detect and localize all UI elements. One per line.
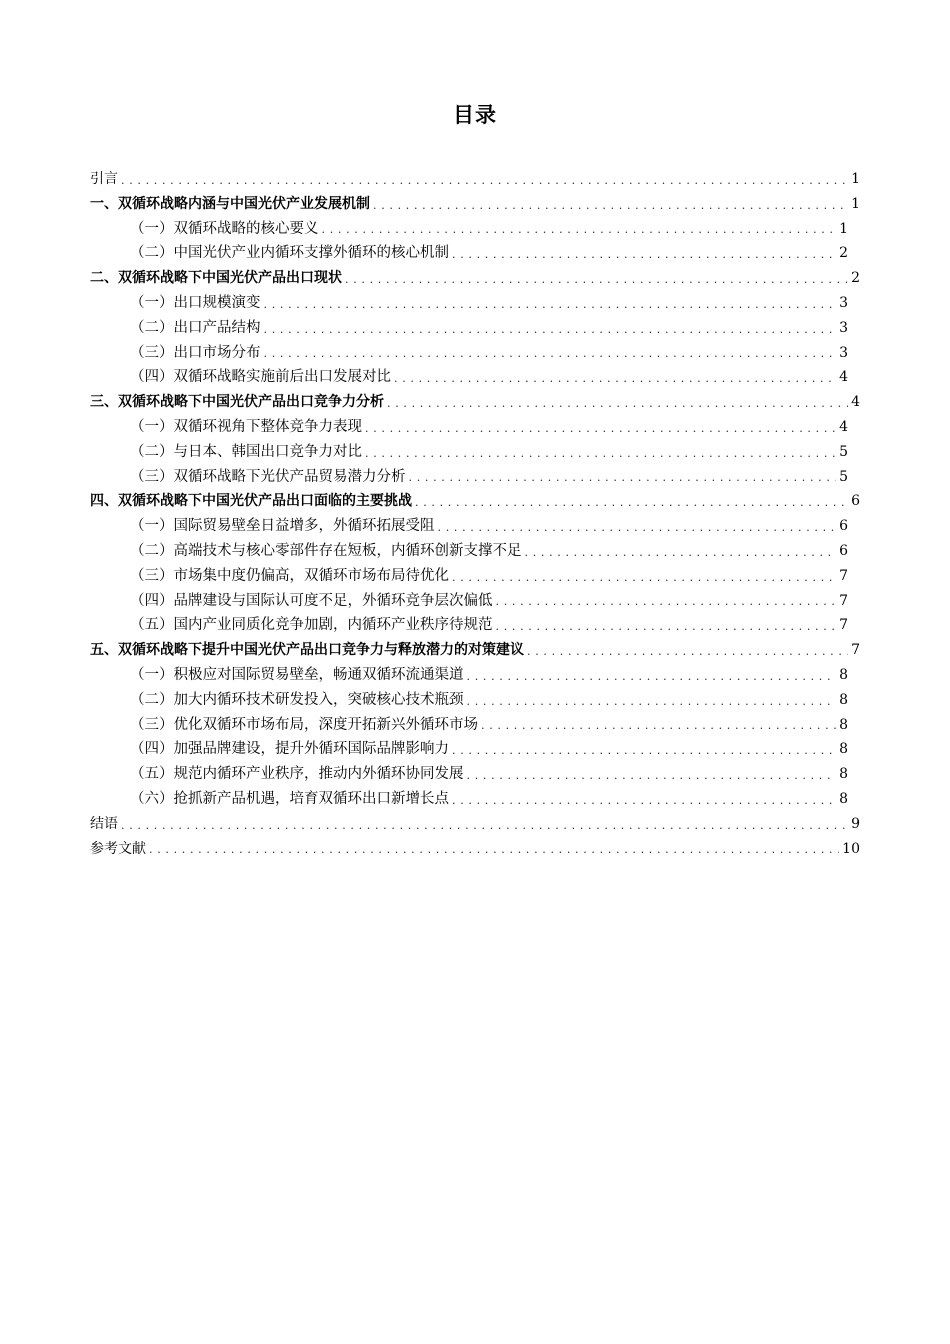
toc-dot-leader (467, 762, 837, 787)
toc-entry-label: （五）国内产业同质化竞争加剧，内循环产业秩序待规范 (130, 617, 493, 634)
toc-entry-label: （三）市场集中度仍偏高，双循环市场布局待优化 (130, 567, 449, 584)
toc-entry-page-number: 8 (839, 666, 848, 683)
toc-dot-leader (345, 266, 848, 291)
toc-dot-leader (322, 217, 837, 242)
toc-entry-page-number: 4 (851, 394, 860, 411)
toc-dot-leader (452, 564, 836, 589)
toc-entry[interactable] (90, 713, 860, 738)
toc-dot-leader (365, 440, 836, 465)
toc-entry-page-number: 1 (851, 171, 860, 187)
toc-entry-page-number: 5 (839, 443, 848, 460)
toc-entry[interactable] (90, 812, 860, 837)
toc-entry-label: （一）双循环视角下整体竞争力表现 (130, 418, 362, 435)
toc-entry[interactable] (90, 241, 860, 266)
toc-entry[interactable] (90, 762, 860, 787)
toc-entry[interactable] (90, 440, 860, 465)
toc-entry-label: 参考文献 (90, 840, 146, 857)
toc-entry[interactable] (90, 638, 860, 663)
toc-entry-page-number: 6 (839, 542, 848, 559)
toc-entry[interactable] (90, 737, 860, 762)
toc-entry-page-number: 4 (839, 369, 848, 386)
toc-entry[interactable] (90, 489, 860, 514)
toc-entry[interactable] (90, 167, 860, 192)
toc-entry-label: （二）高端技术与核心零部件存在短板，内循环创新支撑不足 (130, 542, 522, 559)
toc-dot-leader (527, 638, 848, 663)
toc-entry[interactable] (90, 564, 860, 589)
toc-entry-label: （四）双循环战略实施前后出口发展对比 (130, 369, 391, 386)
toc-entry-label: （一）出口规模演变 (130, 294, 261, 311)
toc-entry[interactable] (90, 316, 860, 341)
toc-entry[interactable] (90, 613, 860, 638)
toc-entry-page-number: 7 (851, 642, 860, 659)
toc-entry-label: （三）优化双循环市场布局，深度开拓新兴外循环市场 (130, 716, 478, 733)
page-title: 目录 (453, 103, 497, 127)
toc-dot-leader (387, 390, 848, 415)
table-of-contents (90, 167, 860, 861)
toc-entry-label: （五）规范内循环产业秩序，推动内外循环协同发展 (130, 766, 464, 783)
toc-dot-leader (467, 688, 837, 713)
toc-entry-page-number: 6 (851, 493, 860, 510)
toc-entry[interactable] (90, 514, 860, 539)
toc-entry[interactable] (90, 365, 860, 390)
toc-entry[interactable] (90, 341, 860, 366)
toc-entry[interactable] (90, 539, 860, 564)
toc-dot-leader (415, 489, 848, 514)
toc-entry[interactable] (90, 589, 860, 614)
toc-entry-label: 引言 (90, 171, 118, 187)
toc-dot-leader (365, 415, 836, 440)
toc-entry-page-number: 5 (839, 468, 848, 485)
toc-dot-leader (496, 613, 837, 638)
toc-entry[interactable] (90, 688, 860, 713)
toc-dot-leader (496, 589, 837, 614)
toc-entry[interactable] (90, 787, 860, 812)
toc-entry-page-number: 3 (839, 344, 848, 361)
toc-dot-leader (264, 341, 837, 366)
toc-entry-label: （三）双循环战略下光伏产品贸易潜力分析 (130, 468, 406, 485)
toc-dot-leader (409, 465, 837, 490)
toc-dot-leader (452, 787, 836, 812)
toc-dot-leader (121, 167, 848, 192)
toc-entry-label: 三、双循环战略下中国光伏产品出口竞争力分析 (90, 394, 384, 411)
toc-entry[interactable] (90, 465, 860, 490)
toc-entry-page-number: 9 (851, 815, 860, 832)
toc-entry-label: （六）抢抓新产品机遇，培育双循环出口新增长点 (130, 790, 449, 807)
toc-entry-page-number: 1 (851, 195, 860, 212)
toc-dot-leader (452, 241, 836, 266)
toc-dot-leader (452, 737, 836, 762)
toc-dot-leader (373, 192, 848, 217)
toc-entry[interactable] (90, 390, 860, 415)
toc-entry-page-number: 8 (839, 716, 848, 733)
toc-entry-label: （一）双循环战略的核心要义 (130, 220, 319, 237)
toc-entry[interactable] (90, 217, 860, 242)
toc-dot-leader (394, 365, 836, 390)
toc-entry-page-number: 7 (839, 617, 848, 634)
toc-entry[interactable] (90, 192, 860, 217)
toc-dot-leader (264, 291, 837, 316)
toc-entry[interactable] (90, 291, 860, 316)
toc-entry-page-number: 2 (839, 245, 848, 262)
toc-entry-page-number: 3 (839, 319, 848, 336)
toc-entry-page-number: 8 (839, 691, 848, 708)
toc-entry-label: （二）中国光伏产业内循环支撑外循环的核心机制 (130, 245, 449, 262)
toc-entry-label: 四、双循环战略下中国光伏产品出口面临的主要挑战 (90, 493, 412, 510)
toc-dot-leader (481, 713, 836, 738)
toc-dot-leader (264, 316, 837, 341)
toc-entry[interactable] (90, 415, 860, 440)
toc-entry-page-number: 7 (839, 592, 848, 609)
toc-dot-leader (149, 837, 839, 862)
toc-entry-page-number: 8 (839, 766, 848, 783)
toc-dot-leader (121, 812, 848, 837)
toc-entry-label: （一）国际贸易壁垒日益增多，外循环拓展受阻 (130, 518, 435, 535)
toc-entry-label: （三）出口市场分布 (130, 344, 261, 361)
toc-entry-label: （一）积极应对国际贸易壁垒，畅通双循环流通渠道 (130, 666, 464, 683)
toc-entry-page-number: 7 (839, 567, 848, 584)
toc-entry-label: （四）加强品牌建设，提升外循环国际品牌影响力 (130, 741, 449, 758)
toc-entry-label: 五、双循环战略下提升中国光伏产品出口竞争力与释放潜力的对策建议 (90, 642, 524, 659)
toc-entry-label: （二）与日本、韩国出口竞争力对比 (130, 443, 362, 460)
toc-entry-page-number: 4 (839, 418, 848, 435)
toc-entry-page-number: 2 (851, 270, 860, 287)
toc-entry-label: 二、双循环战略下中国光伏产品出口现状 (90, 270, 342, 287)
toc-dot-leader (438, 514, 837, 539)
toc-entry[interactable] (90, 266, 860, 291)
toc-dot-leader (525, 539, 837, 564)
toc-entry-label: （二）加大内循环技术研发投入，突破核心技术瓶颈 (130, 691, 464, 708)
toc-entry-label: 结语 (90, 815, 118, 832)
toc-entry-label: 一、双循环战略内涵与中国光伏产业发展机制 (90, 195, 370, 212)
toc-dot-leader (467, 663, 837, 688)
toc-entry-label: （二）出口产品结构 (130, 319, 261, 336)
toc-entry-page-number: 8 (839, 790, 848, 807)
toc-entry-label: （四）品牌建设与国际认可度不足，外循环竞争层次偏低 (130, 592, 493, 609)
toc-entry[interactable] (90, 663, 860, 688)
toc-entry-page-number: 3 (839, 294, 848, 311)
toc-entry-page-number: 6 (839, 518, 848, 535)
toc-entry[interactable] (90, 837, 860, 862)
toc-entry-page-number: 1 (839, 220, 848, 237)
toc-entry-page-number: 10 (842, 840, 860, 857)
toc-entry-page-number: 8 (839, 741, 848, 758)
